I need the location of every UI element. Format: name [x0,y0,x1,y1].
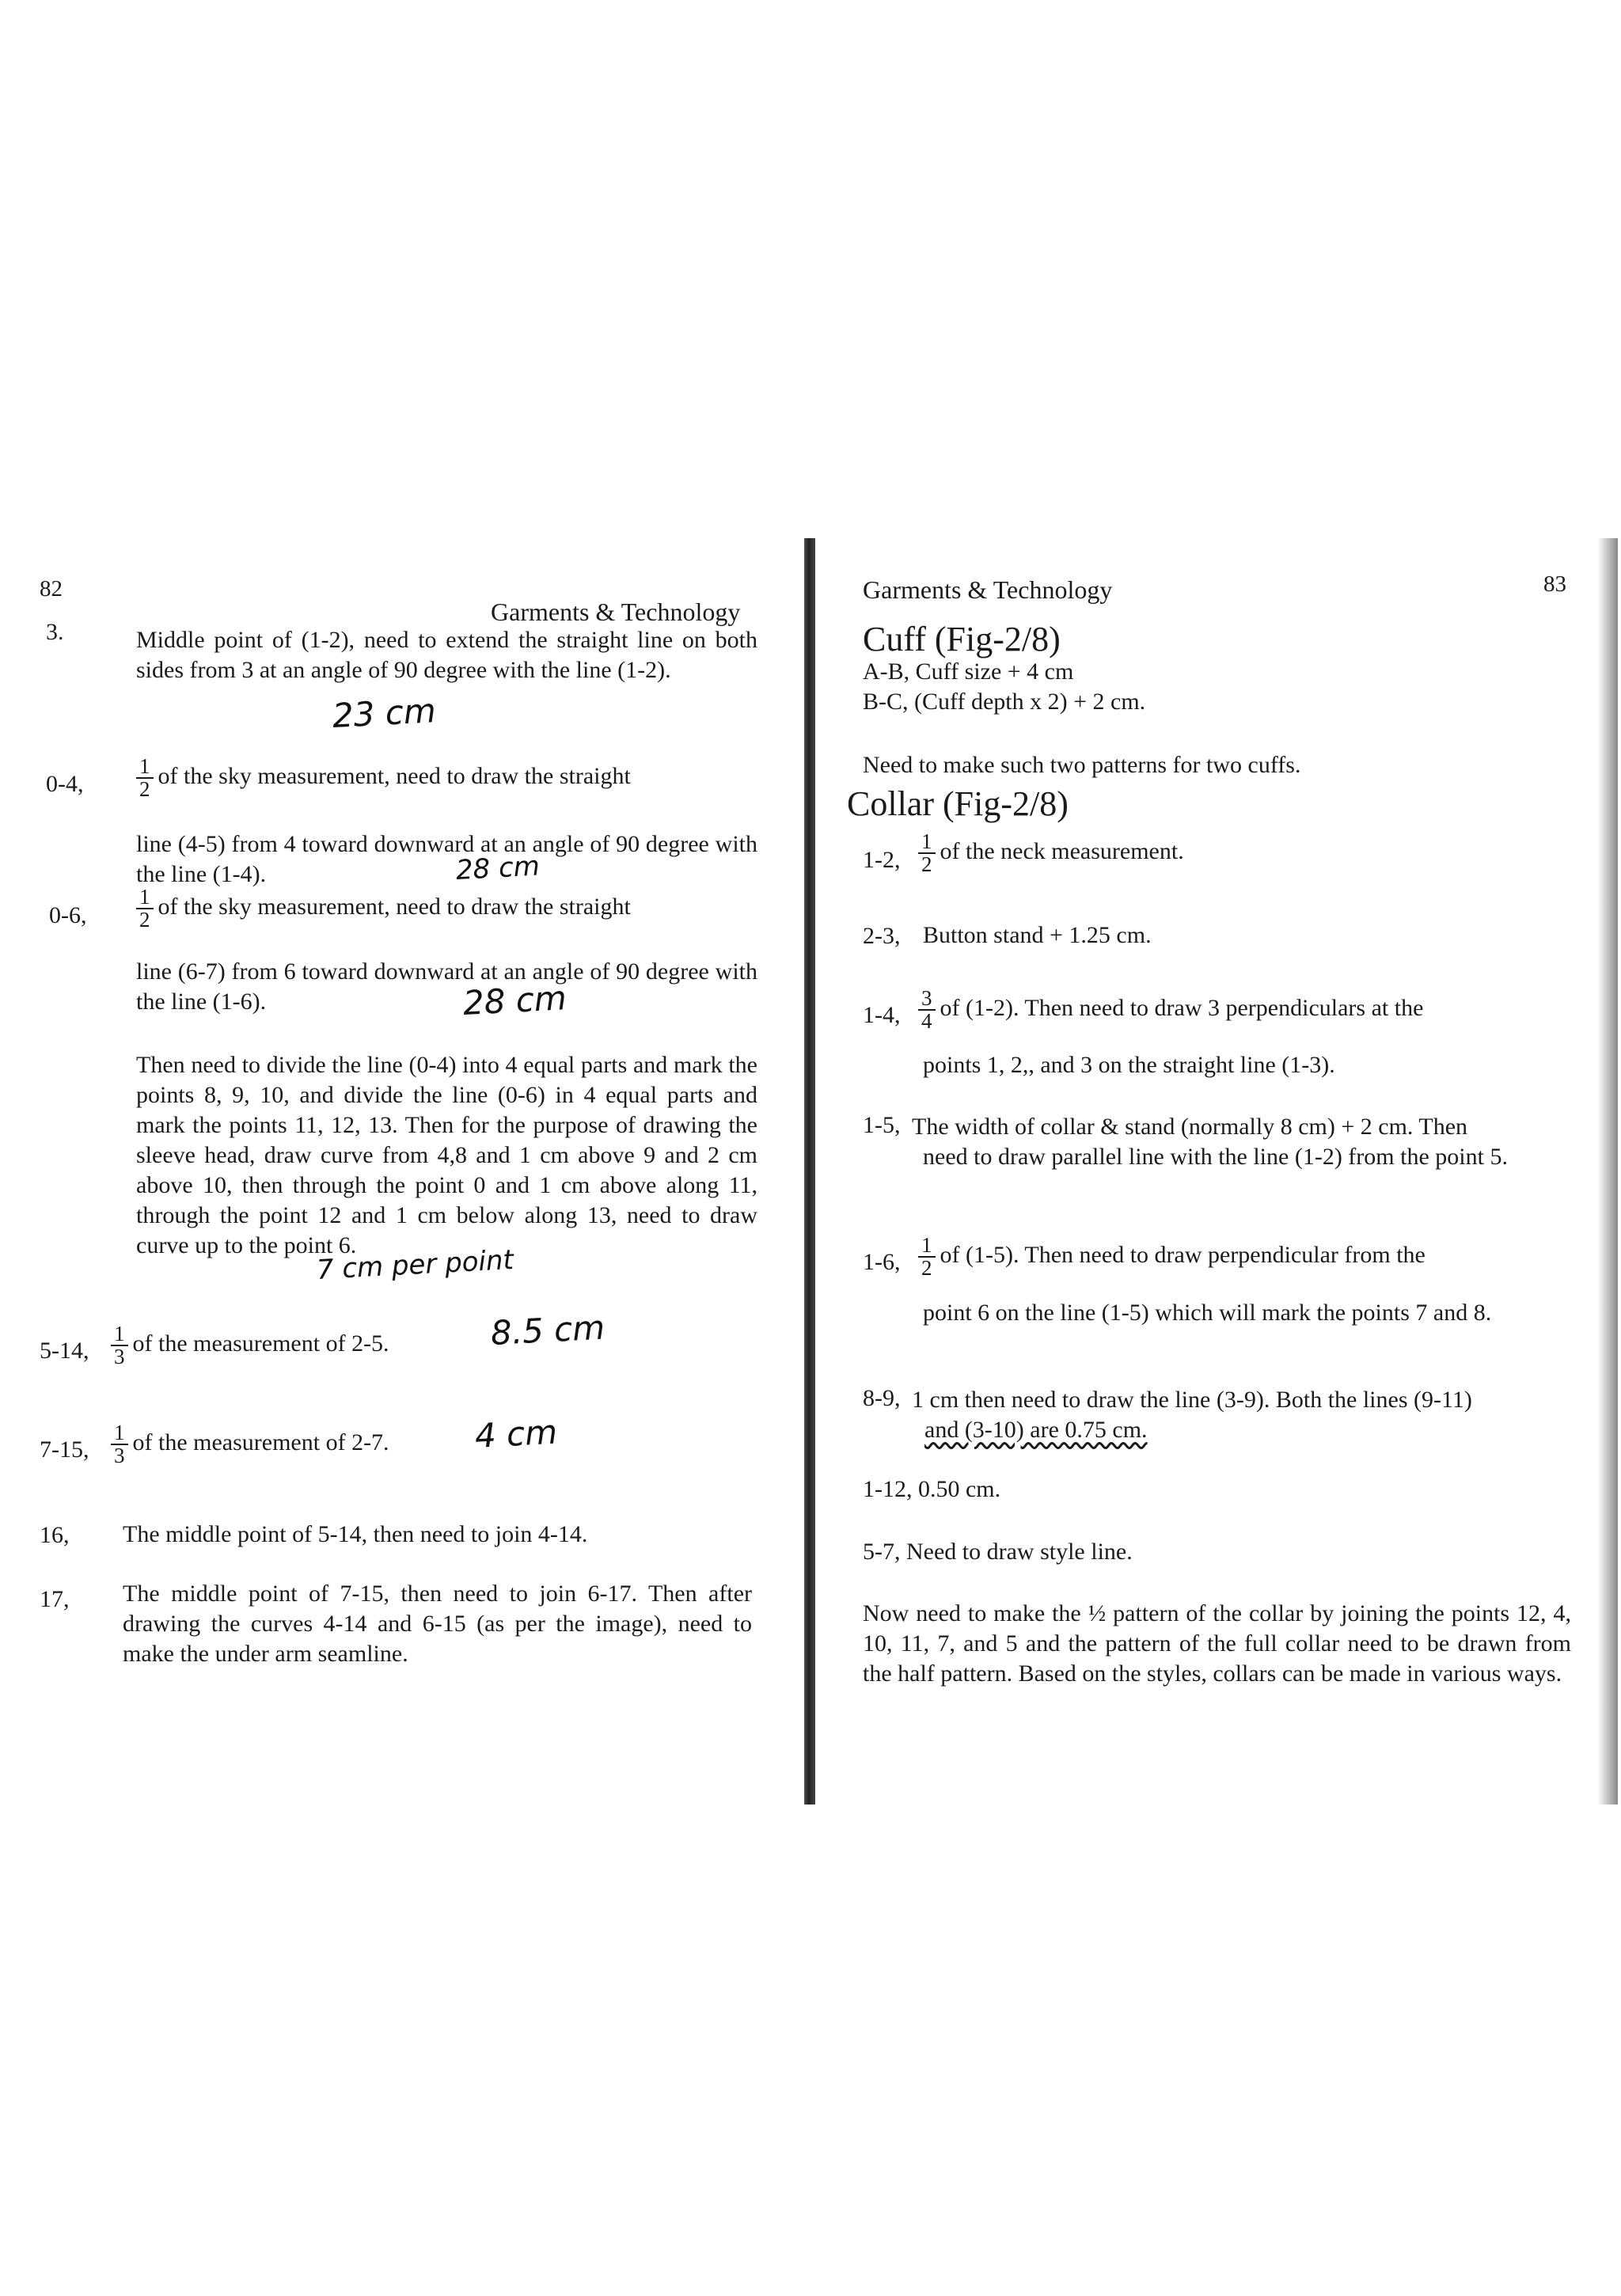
fraction: $\frac{1}{2}$ [136,886,154,931]
closing-paragraph: Now need to make the ½ pattern of the collar by joining the points 12, 4, 10, 11, 7, and 5 and the pattern of the full collar need to be drawn from the half pattern. Based on the styles, collars can be made in various ways. [863,1600,1571,1687]
item-text: $\frac{1}{3}$ of the measurement of 2-5. [111,1323,507,1368]
item-number: 7-15, [40,1436,89,1463]
handwritten-note: 4 cm [473,1412,559,1455]
item-text-continued: need to draw parallel line with the line (1-2) from the point 5. [923,1144,1508,1170]
section-heading-cuff: Cuff (Fig-2/8) [863,620,1061,658]
page-gutter [804,538,815,1805]
item-text-continued: points 1, 2,, and 3 on the straight line (1-3). [923,1052,1335,1078]
paragraph: Then need to divide the line (0-4) into 4 equal parts and mark the points 8, 9, 10, and divide the line (0-6) in 4 equal parts and mark the points 11, 12, 13. Then for the purpose of drawing the sleeve head, draw curve from 4,8 and 1 cm above 9 and 2 cm above 10, then through the point 0 and 1 cm above along 11, through the point 12 and 1 cm below along 13, need to draw curve up to the point 6. [136,1052,757,1258]
scan-edge [1597,538,1618,1805]
item-text-continued: line (6-7) from 6 toward downward at an angle of 90 degree with the line (1-6). [136,958,757,1015]
item-text: $\frac{1}{3}$ of the measurement of 2-7. [111,1422,507,1467]
item-number: 0-6, [49,902,87,928]
running-header: Garments & Technology [491,598,741,626]
item-number: 16, [40,1522,70,1548]
item-text-continued: and (3-10) are 0.75 cm. [924,1417,1148,1443]
item-text: $\frac{3}{4}$ of (1-2). Then need to draw 3 perpendiculars at the [918,988,1577,1032]
section-heading-collar: Collar (Fig-2/8) [847,784,1069,823]
page-number: 83 [1543,571,1566,597]
item-number: 0-4, [46,771,84,797]
item-text: $\frac{1}{2}$ of the sky measurement, need to draw the straight [136,886,757,931]
handwritten-note: 23 cm [331,691,437,735]
item-text: Middle point of (1-2), need to extend the straight line on both sides from 3 at an angle of 90 degree with the line (1-2). [136,627,757,683]
item-text: The width of collar & stand (normally 8 cm) + 2 cm. Then [912,1114,1468,1140]
item-text: Button stand + 1.25 cm. [923,922,1152,948]
item-text: 5-7, Need to draw style line. [863,1539,1133,1565]
item-number: 1-4, [863,1002,901,1028]
item-number: 1-6, [863,1249,901,1275]
item-number: 8-9, [863,1385,901,1411]
running-header: Garments & Technology [863,575,1113,604]
handwritten-note: 28 cm [454,850,541,886]
cuff-note: Need to make such two patterns for two cuffs. [863,752,1301,778]
item-number: 2-3, [863,923,901,949]
item-text: The middle point of 7-15, then need to join 6-17. Then after drawing the curves 4-14 and 6-15 (as per the image), need to make the under arm seamline. [123,1581,752,1667]
handwritten-note: 28 cm [461,978,568,1023]
fraction: $\frac{1}{3}$ [111,1323,128,1368]
item-text: $\frac{1}{2}$ of the neck measurement. [918,831,1551,875]
page-number: 82 [40,576,63,602]
item-number: 3. [46,619,64,645]
fraction: $\frac{1}{2}$ [918,831,936,875]
fraction: $\frac{1}{3}$ [111,1422,128,1467]
fraction: $\frac{1}{2}$ [918,1235,936,1279]
cuff-line: A-B, Cuff size + 4 cm [863,658,1074,685]
item-text-continued: point 6 on the line (1-5) which will mark the points 7 and 8. [923,1300,1492,1326]
item-text: $\frac{1}{2}$ of (1-5). Then need to draw perpendicular from the [918,1235,1577,1279]
item-number: 1-5, [863,1112,901,1138]
item-text: 1-12, 0.50 cm. [863,1476,1001,1502]
item-text: $\frac{1}{2}$ of the sky measurement, need to draw the straight [136,756,757,800]
cuff-line: B-C, (Cuff depth x 2) + 2 cm. [863,689,1146,715]
item-text: The middle point of 5-14, then need to join 4-14. [123,1521,588,1547]
handwritten-note: 8.5 cm [489,1307,606,1353]
item-number: 1-2, [863,847,901,873]
item-number: 17, [40,1586,70,1612]
item-text: 1 cm then need to draw the line (3-9). Both the lines (9-11) [912,1387,1472,1413]
item-number: 5-14, [40,1338,89,1364]
handwritten-note: 7 cm per point [315,1243,514,1286]
fraction: $\frac{3}{4}$ [918,988,936,1032]
item-text-continued: line (4-5) from 4 toward downward at an angle of 90 degree with the line (1-4). [136,831,757,887]
fraction: $\frac{1}{2}$ [136,756,154,800]
